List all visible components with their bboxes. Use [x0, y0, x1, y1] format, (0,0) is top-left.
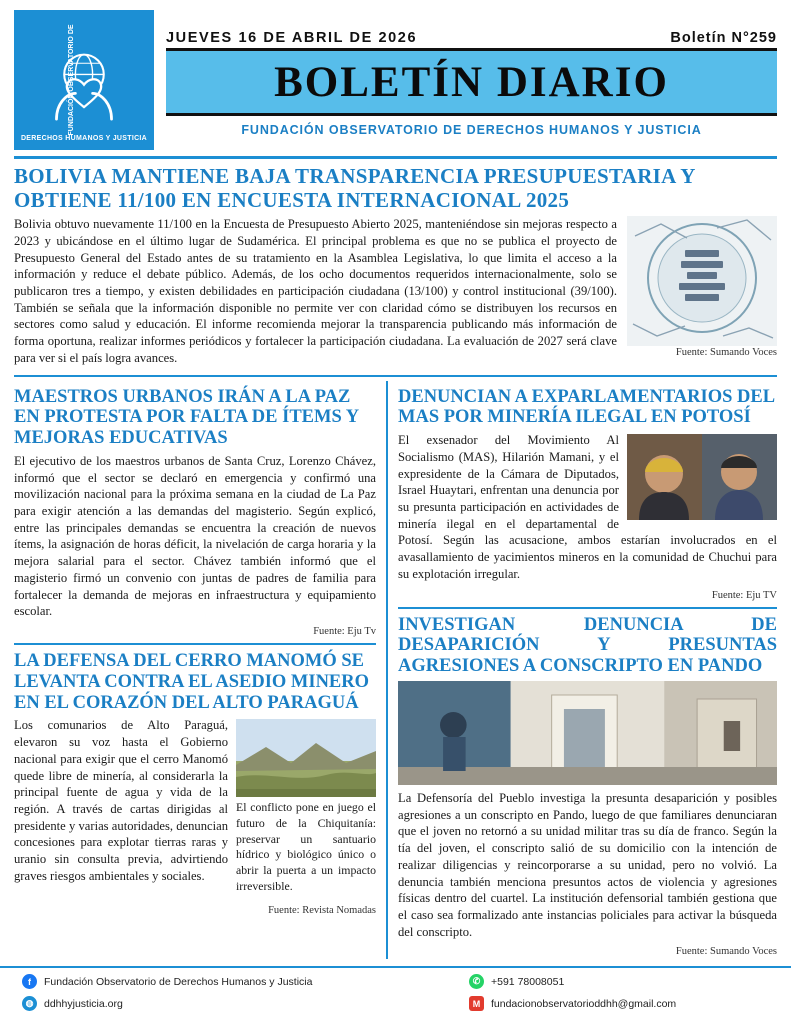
lead-source: Fuente: Sumando Voces [675, 347, 777, 359]
right-column [396, 381, 777, 960]
issue-number: Boletín N°259 [670, 30, 777, 46]
footer-facebook[interactable] [22, 974, 312, 989]
page-title: BOLETÍN DIARIO [274, 58, 669, 106]
masthead-divider [14, 156, 777, 159]
cerro-manomo-landscape [236, 719, 376, 797]
footer-website[interactable] [22, 996, 312, 1011]
story-maestros-headline: MAESTROS URBANOS IRÁN A LA PAZ EN PROTESTA POR FALTA DE ÍTEMS Y MEJORAS EDUCATIVAS [14, 386, 359, 449]
logo-bottom-text: DERECHOS HUMANOS Y JUSTICIA [20, 135, 148, 142]
page-subtitle: FUNDACIÓN OBSERVATORIO DE DERECHOS HUMANOS Y JUSTICIA [241, 123, 702, 137]
mail-icon: M [469, 996, 484, 1011]
left-column-divider [14, 643, 376, 645]
footer-whatsapp[interactable] [469, 974, 769, 989]
masthead-right [154, 10, 777, 150]
story-mas-body: El exsenador del Movimiento Al Socialismo (MAS), Hilarión Mamani, y el expresidente de la Cámara de Diputados, Israel Huaytari, enfrentan una denuncia por su presunta participación en actividades de minería ilegal en el departamental de Potosí. Según las acusacione, ambos estarían involucrados en el avasallamiento de yacimientos mineros en la comunidad de Chuchui para su explotación irregular. [398, 433, 777, 581]
footer-left [22, 974, 312, 1024]
two-politicians-portraits [627, 434, 777, 520]
logo-ring-text: FUNDACIÓN OBSERVATORIO DE [68, 24, 76, 136]
military-barracks-entrance [398, 681, 777, 785]
story-manomo-headline: LA DEFENSA DEL CERRO MANOMÓ SE LEVANTA CONTRA EL ASEDIO MINERO EN EL CORAZÓN DEL ALTO PARAGUÁ [14, 651, 370, 713]
footer-email-label: fundacionobservatorioddhh@gmail.com [491, 997, 677, 1010]
footer-website-label: ddhhyjusticia.org [44, 997, 123, 1010]
lead-figure [627, 216, 777, 373]
column-separator [386, 381, 388, 960]
lead-divider [14, 375, 777, 377]
footer-email[interactable] [469, 996, 769, 1011]
story-manomo-body: Los comunarios de Alto Paraguá, elevaron su voz hasta el Gobierno nacional para exigir que el cerro Manomó quede libre de minería, al considerarla la principal fuente de agua y vida de la región. A través de cartas dirigidas al presidente y varias autoridades, denuncian concesiones para explotar tierras raras y uranio sin consulta previa, advirtiendo graves riesgos ambientales y sociales. [14, 718, 228, 883]
whatsapp-icon: ✆ [469, 974, 484, 989]
budget-transparency-illustration [627, 216, 777, 346]
columns-area [14, 381, 777, 960]
story-conscripto-image [398, 681, 777, 785]
story-manomo-image [236, 719, 376, 797]
story-manomo-source: Fuente: Revista Nomadas [268, 905, 376, 917]
lead-image [627, 216, 777, 346]
globe-icon: ◍ [22, 996, 37, 1011]
footer-whatsapp-label: +591 78008051 [491, 975, 565, 988]
story-conscripto-headline: INVESTIGAN DENUNCIA DE DESAPARICIÓN Y PRESUNTAS AGRESIONES A CONSCRIPTO EN PANDO [398, 614, 777, 677]
story-manomo [14, 651, 376, 916]
story-manomo-figure [236, 719, 376, 900]
story-mas-headline: DENUNCIAN A EXPARLAMENTARIOS DEL MAS POR MINERÍA ILEGAL EN POTOSÍ [398, 386, 775, 428]
masthead [14, 10, 777, 150]
footer-facebook-label: Fundación Observatorio de Derechos Humanos y Justicia [44, 975, 313, 988]
story-maestros [14, 387, 376, 638]
left-column [14, 381, 386, 960]
lead-body-text: Bolivia obtuvo nuevamente 11/100 en la Encuesta de Presupuesto Abierto 2025, manteniéndose sin mejoras respecto a 2023 y ubicándose en el último lugar de Sudamérica. El principal problema es que no se publica el proyecto de Presupuesto General del Estado antes de su tratamiento en la Asamblea Legislativa, lo que limita el acceso a la información y reduce el debate público. Además, de los ocho documentos requeridos internacionalmente, solo se publicaron tres a tiempo, y existen debilidades en participación ciudadana (13/100) y control institucional (39/100). También se señala que la información disponible no permite ver con claridad cómo se distribuyen los recursos en sectores como salud y educación. El informe recomienda mejorar la transparencia publicando más información de forma oportuna, realizar informes periódicos y fortalecer la participación ciudadana. La evaluación de 2027 será clave para ver si el país logra avances. [14, 217, 617, 365]
story-mas-mineria [398, 387, 777, 601]
story-mas-image [627, 434, 777, 520]
story-mas-figure [627, 434, 777, 520]
story-conscripto [398, 615, 777, 958]
lead-story [14, 165, 777, 373]
story-conscripto-body: La Defensoría del Pueblo investiga la presunta desaparición y posibles agresiones a un conscripto en Pando, luego de que familiares denunciaran que el joven no retornó a su unidad militar tras su día de franco. Según la tía del joven, el conscripto salió de su domicilio con la intención de realizar diligencias y reincorporarse a su unidad, pero no volvió. La denuncia también menciona presuntos actos de violencia y agresiones físicas dentro del cuartel. La institución defensorial también gestiona que el caso sea formalizado ante instancias policiales para activar la búsqueda del conscripto. [398, 790, 777, 939]
story-conscripto-source: Fuente: Sumando Voces [675, 946, 777, 958]
title-band [166, 48, 777, 116]
story-manomo-caption: El conflicto pone en juego el futuro de la Chiquitanía: preservar un santuario hídrico y biológico único o abrir la puerta a un impacto irreversible. [236, 800, 376, 893]
footer-right [469, 974, 769, 1024]
masthead-meta [166, 10, 777, 48]
globe-heart-hands-icon [41, 40, 127, 126]
footer [0, 966, 791, 1024]
organization-logo [14, 10, 154, 150]
story-mas-source: Fuente: Eju TV [711, 589, 777, 601]
facebook-icon: f [22, 974, 37, 989]
right-column-divider [398, 607, 777, 609]
story-maestros-body: El ejecutivo de los maestros urbanos de Santa Cruz, Lorenzo Chávez, informó que el sector se declaró en emergencia y confirmó una movilización nacional para la próxima semana en la ciudad de La Paz para exigir atención a las demandas del magisterio. Según explicó, entre las principales demandas se encuentra la creación de nuevos ítems, la asignación de horas déficit, la nivelación de carga horaria y la mejora salarial para el sector. Chávez también informó que el magisterio firmó un convenio con juntas de padres de familia para fortalecer la demanda de mejoras en infraestructura y equipamiento escolar. [14, 453, 376, 619]
issue-date: JUEVES 16 DE ABRIL DE 2026 [166, 30, 418, 46]
story-maestros-source: Fuente: Eju Tv [313, 626, 376, 638]
lead-headline: BOLIVIA MANTIENE BAJA TRANSPARENCIA PRESUPUESTARIA Y OBTIENE 11/100 EN ENCUESTA INTERNACIONAL 2025 [14, 164, 695, 212]
